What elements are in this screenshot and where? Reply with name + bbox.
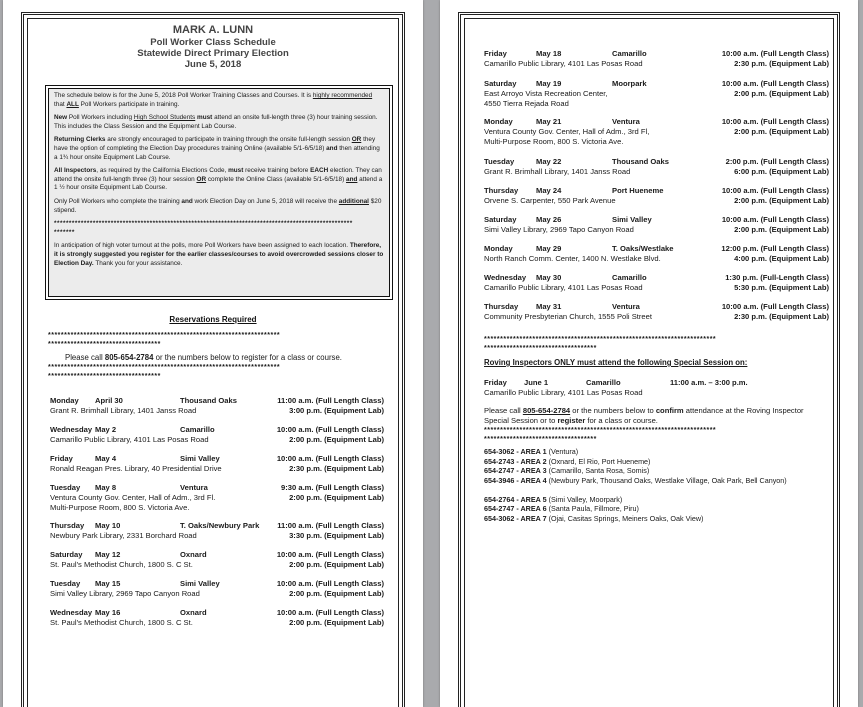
info-paragraph: New Poll Workers including High School Students must attend an onsite full-length three (3) hour training session. This includes the Class Session and the Equipment Lab Course. (54, 114, 378, 130)
schedule-entry (484, 117, 829, 147)
event-venue: Ventura County Gov. Center, Hall of Adm., 3rd Fl. (50, 493, 216, 502)
event-city: Ventura (612, 302, 640, 311)
schedule-entry (50, 425, 384, 445)
event-venue-extra: Multi-Purpose Room, 800 S. Victoria Ave. (484, 137, 624, 146)
event-date: May 15 (95, 579, 121, 588)
event-time-lab: 6:00 p.m. (Equipment Lab) (734, 167, 829, 176)
divider-stars: *********************************** (48, 341, 161, 348)
schedule-entry (50, 550, 384, 570)
divider-stars: **************************************************************************************************** (54, 220, 353, 228)
schedule-entry (484, 302, 829, 322)
event-venue: St. Paul's Methodist Church, 1800 S. C St. (50, 560, 193, 569)
schedule-entry (50, 579, 384, 599)
page-left (3, 0, 423, 707)
event-time-class: 12:00 p.m. (Full Length Class) (721, 244, 829, 253)
area-phone-item (484, 447, 804, 456)
event-city: T. Oaks/Newbury Park (180, 521, 260, 530)
event-time-class: 10:00 a.m. (Full Length Class) (276, 579, 384, 588)
schedule-entry (484, 273, 829, 293)
event-city: Simi Valley (180, 454, 220, 463)
divider-stars: *********************************** (48, 373, 161, 380)
divider-stars: ************************************************************************ (48, 332, 281, 339)
info-paragraph: Returning Clerks are strongly encouraged to participate in training through the onsite full-length session OR they have the option of completing the Election Day procedures training Online (available 5/1-6/5/18) and then attending a 1¾ hour onsite Equipment Lab Course. (54, 136, 380, 161)
event-time-lab: 2:00 p.m. (Equipment Lab) (734, 89, 829, 98)
area-phone-number: 654-2743 - AREA 2 (484, 456, 547, 466)
event-time-class: 10:00 a.m. (Full Length Class) (721, 302, 829, 311)
event-time-lab: 2:30 p.m. (Equipment Lab) (734, 59, 829, 68)
event-date: April 30 (95, 396, 123, 405)
event-date: May 12 (95, 550, 121, 559)
event-time-lab: 2:30 p.m. (Equipment Lab) (289, 464, 384, 473)
event-venue: Simi Valley Library, 2969 Tapo Canyon Road (484, 225, 634, 234)
area-description: (Simi Valley, Moorpark) (546, 494, 623, 504)
event-venue: Simi Valley Library, 2969 Tapo Canyon Road (50, 589, 200, 598)
event-venue: North Ranch Comm. Center, 1400 N. Westlake Blvd. (484, 254, 661, 263)
event-day: Saturday (484, 215, 517, 224)
document-subtitle: Statewide Direct Primary Election (137, 48, 289, 59)
area-description: (Santa Paula, Fillmore, Piru) (546, 504, 639, 514)
event-time-lab: 2:00 p.m. (Equipment Lab) (734, 196, 829, 205)
event-city: T. Oaks/Westlake (612, 244, 674, 253)
area-phone-item (484, 514, 804, 523)
area-phone-number: 654-2764 - AREA 5 (484, 494, 547, 504)
event-day: Thursday (50, 521, 85, 530)
info-paragraph: In anticipation of high voter turnout at the polls, more Poll Workers have been assigned to each location. Therefore, it is strongly suggested you register for the earlier classes/courses to avoid overcrowded sessions closer to Election Day. Thank you for your assistance. (54, 242, 384, 267)
event-date: May 2 (95, 425, 117, 434)
event-time-class: 10:00 a.m. (Full Length Class) (721, 79, 829, 88)
event-day: Friday (484, 49, 507, 58)
event-city: Camarillo (612, 273, 647, 282)
area-phone-number: 654-3062 - AREA 1 (484, 447, 547, 456)
event-venue: East Arroyo Vista Recreation Center, (484, 89, 608, 98)
event-time-class: 10:00 a.m. (Full Length Class) (721, 215, 829, 224)
area-description: (Camarillo, Santa Rosa, Somis) (546, 466, 650, 476)
event-time-lab: 2:00 p.m. (Equipment Lab) (289, 493, 384, 502)
event-date: May 10 (95, 521, 121, 530)
info-paragraph: The schedule below is for the June 5, 2018 Poll Worker Training Classes and Courses. It is highly recommended that ALL Poll Workers participate in training. (54, 92, 373, 108)
event-day: Saturday (50, 550, 83, 559)
event-venue: Community Presbyterian Church, 1555 Poli Street (484, 312, 652, 321)
event-venue: Camarillo Public Library, 4101 Las Posas Road (484, 59, 643, 68)
event-date: May 21 (536, 117, 562, 126)
event-time-class: 1:30 p.m. (Full-Length Class) (725, 273, 829, 282)
reservations-heading: Reservations Required (169, 315, 257, 324)
divider-stars: *********************************** (484, 345, 597, 352)
event-venue: Camarillo Public Library, 4101 Las Posas Road (484, 388, 643, 397)
event-city: Oxnard (180, 550, 207, 559)
event-date: May 8 (95, 483, 117, 492)
event-date: June 1 (524, 378, 549, 387)
event-day: Tuesday (50, 579, 81, 588)
event-venue: St. Paul's Methodist Church, 1800 S. C St. (50, 618, 193, 627)
event-date: May 31 (536, 302, 562, 311)
event-date: May 4 (95, 454, 117, 463)
schedule-entry (50, 454, 384, 474)
event-time-class: 9:30 a.m. (Full Length Class) (281, 483, 384, 492)
event-city: Port Hueneme (612, 186, 664, 195)
info-paragraph: Only Poll Workers who complete the training and work Election Day on June 5, 2018 will receive the additional $20 stipend. (54, 197, 382, 214)
event-venue: Newbury Park Library, 2331 Borchard Road (50, 531, 197, 540)
event-date: May 26 (536, 215, 562, 224)
event-time-class: 2:00 p.m. (Full Length Class) (725, 157, 829, 166)
area-description: (Oxnard, El Rio, Port Hueneme) (546, 456, 651, 466)
event-time-class: 11:00 a.m. (Full Length Class) (277, 396, 384, 405)
event-time-class: 10:00 a.m. (Full Length Class) (721, 186, 829, 195)
area-description: (Ventura) (546, 447, 579, 456)
info-paragraph: All Inspectors, as required by the California Elections Code, must receive training before EACH election. They can attend the onsite full-length three (3) hour session OR complete the Online Class (available 5/1-6/5/18) and attend a 1 ½ hour onsite Equipment Lab Course. (54, 167, 383, 192)
area-phone-item (484, 457, 804, 466)
schedule-entry (484, 186, 829, 206)
event-day: Monday (484, 117, 513, 126)
event-venue: Camarillo Public Library, 4101 Las Posas Road (50, 435, 209, 444)
event-venue: Grant R. Brimhall Library, 1401 Janss Road (484, 167, 631, 176)
event-day: Tuesday (50, 483, 81, 492)
event-time-class: 10:00 a.m. (Full Length Class) (721, 117, 829, 126)
event-time-lab: 5:30 p.m. (Equipment Lab) (734, 283, 829, 292)
area-phone-item (484, 504, 804, 513)
event-time-class: 10:00 a.m. (Full Length Class) (276, 425, 384, 434)
area-phone-item (484, 476, 804, 485)
area-description: (Newbury Park, Thousand Oaks, Westlake Village, Oak Park, Bell Canyon) (546, 475, 787, 485)
event-venue: Ventura County Gov. Center, Hall of Adm., 3rd Fl, (484, 127, 650, 136)
event-day: Monday (484, 244, 513, 253)
event-day: Thursday (484, 186, 519, 195)
schedule-entry (50, 396, 384, 416)
event-time-class: 11:00 a.m. (Full Length Class) (277, 521, 384, 530)
event-city: Moorpark (612, 79, 647, 88)
divider-stars: ************************************************************************ (484, 336, 717, 343)
document-date: June 5, 2018 (184, 59, 242, 70)
event-venue-extra: 4550 Tierra Rejada Road (484, 99, 569, 108)
event-venue-extra: Multi-Purpose Room, 800 S. Victoria Ave. (50, 503, 190, 512)
event-time-class: 10:00 a.m. (Full Length Class) (276, 454, 384, 463)
register-instructions: Please call 805-654-2784 or the numbers below to register for a class or course. (65, 353, 342, 362)
area-phone-item (484, 495, 804, 504)
schedule-entry (50, 483, 384, 513)
area-description: (Ojai, Casitas Springs, Meiners Oaks, Oak View) (546, 514, 704, 523)
event-time-lab: 2:00 p.m. (Equipment Lab) (289, 618, 384, 627)
event-time-class: 10:00 a.m. (Full Length Class) (276, 550, 384, 559)
event-date: May 30 (536, 273, 562, 282)
page-right (440, 0, 858, 707)
area-phone-number: 654-3946 - AREA 4 (484, 475, 547, 485)
event-time-lab: 3:30 p.m. (Equipment Lab) (289, 531, 384, 540)
event-time-class: 10:00 a.m. (Full Length Class) (276, 608, 384, 617)
divider-stars: ******* (54, 228, 75, 236)
event-time-lab: 2:00 p.m. (Equipment Lab) (734, 127, 829, 136)
event-venue: Ronald Reagan Pres. Library, 40 Presidential Drive (50, 464, 222, 473)
event-time-lab: 2:00 p.m. (Equipment Lab) (289, 589, 384, 598)
area-phone-item (484, 466, 804, 475)
schedule-entry (484, 79, 829, 109)
event-city: Camarillo (612, 49, 647, 58)
event-venue: Orvene S. Carpenter, 550 Park Avenue (484, 196, 616, 205)
document-title: Poll Worker Class Schedule (150, 37, 276, 48)
event-date: May 22 (536, 157, 562, 166)
event-day: Monday (50, 396, 79, 405)
event-date: May 24 (536, 186, 562, 195)
event-date: May 18 (536, 49, 562, 58)
event-day: Wednesday (50, 425, 93, 434)
divider-stars: ************************************************************************ (484, 427, 717, 434)
area-phone-number: 654-2747 - AREA 3 (484, 466, 547, 476)
event-day: Wednesday (484, 273, 527, 282)
event-date: May 16 (95, 608, 121, 617)
event-city: Camarillo (180, 425, 215, 434)
area-phone-number: 654-2747 - AREA 6 (484, 504, 547, 514)
document-name: MARK A. LUNN (172, 24, 254, 36)
info-box (48, 88, 390, 297)
event-time-lab: 2:00 p.m. (Equipment Lab) (289, 560, 384, 569)
event-time-lab: 4:00 p.m. (Equipment Lab) (734, 254, 829, 263)
event-date: May 19 (536, 79, 562, 88)
event-city: Simi Valley (180, 579, 220, 588)
event-date: May 29 (536, 244, 562, 253)
schedule-entry (484, 215, 829, 235)
event-day: Friday (484, 378, 507, 387)
area-phone-number: 654-3062 - AREA 7 (484, 514, 547, 523)
special-session (484, 378, 829, 398)
divider-stars: *********************************** (484, 436, 597, 443)
event-day: Friday (50, 454, 73, 463)
event-city: Thousand Oaks (612, 157, 669, 166)
event-venue: Camarillo Public Library, 4101 Las Posas Road (484, 283, 643, 292)
divider-stars: ************************************************************************ (48, 364, 281, 371)
event-day: Saturday (484, 79, 517, 88)
schedule-entry (484, 157, 829, 177)
event-time: 11:00 a.m. – 3:00 p.m. (670, 378, 748, 387)
event-city: Ventura (180, 483, 208, 492)
schedule-entry (50, 521, 384, 541)
event-time-lab: 2:30 p.m. (Equipment Lab) (734, 312, 829, 321)
special-session-heading: Roving Inspectors ONLY must attend the following Special Session on: (484, 358, 748, 367)
event-city: Ventura (612, 117, 640, 126)
event-city: Oxnard (180, 608, 207, 617)
event-city: Thousand Oaks (180, 396, 237, 405)
event-day: Thursday (484, 302, 519, 311)
event-time-lab: 3:00 p.m. (Equipment Lab) (289, 406, 384, 415)
event-day: Tuesday (484, 157, 515, 166)
event-time-class: 10:00 a.m. (Full Length Class) (721, 49, 829, 58)
schedule-entry (484, 244, 829, 264)
event-city: Camarillo (586, 378, 621, 387)
confirm-instructions: Please call 805-654-2784 or the numbers below to confirm attendance at the Roving Inspector Special Session or to register for a class or course. (484, 406, 804, 425)
schedule-entry (484, 49, 829, 69)
event-city: Simi Valley (612, 215, 652, 224)
event-time-lab: 2:00 p.m. (Equipment Lab) (289, 435, 384, 444)
event-time-lab: 2:00 p.m. (Equipment Lab) (734, 225, 829, 234)
schedule-entry (50, 608, 384, 628)
event-venue: Grant R. Brimhall Library, 1401 Janss Road (50, 406, 197, 415)
event-day: Wednesday (50, 608, 93, 617)
